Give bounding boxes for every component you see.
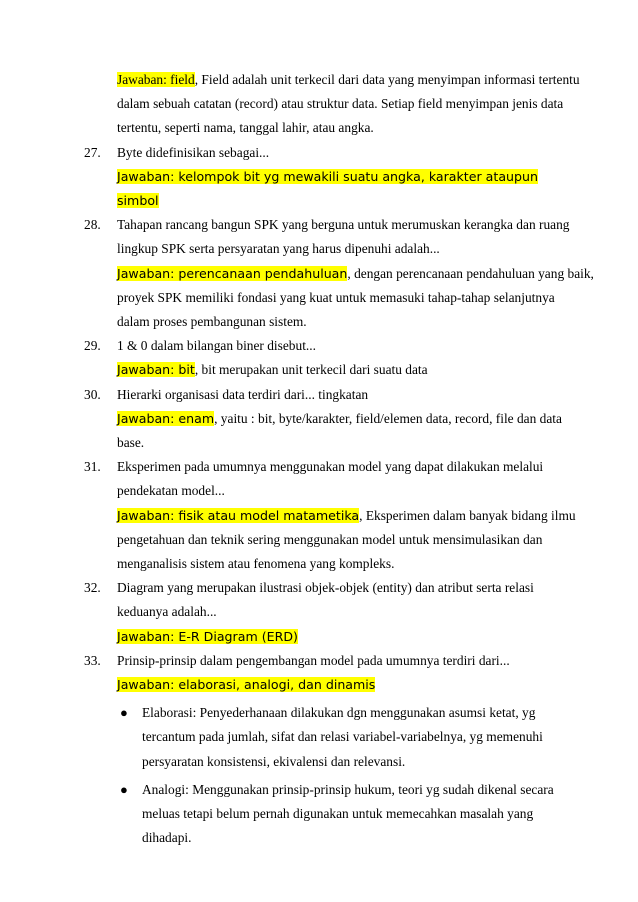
item26-line1 [84,68,584,92]
item30-question-text: Hierarki organisasi data terdiri dari... tingkatan [117,386,369,402]
item28-question-text: Tahapan rancang bangun SPK yang berguna untuk merumuskan kerangka dan ruang [117,217,570,233]
item27-answer-line2 [84,189,584,213]
item31-answer-line [84,504,584,528]
item28-line4: proyek SPK memiliki fondasi yang kuat untuk memasuki tahap-tahap selanjutnya [117,289,555,305]
item28-question [84,213,584,237]
item33-question [84,649,584,673]
item29-answer-text: , bit merupakan unit terkecil dari suatu data [194,362,428,378]
item31-number: 31. [84,459,101,475]
item29-answer-line [84,358,584,382]
item28-answer-highlight: Jawaban: perencanaan pendahuluan [117,265,348,281]
item28-question-line2: lingkup SPK serta persyaratan yang harus dipenuhi adalah... [117,241,440,257]
item28-number: 28. [84,217,101,233]
item31-question-line2: pendekatan model... [117,483,225,499]
item30-question [84,383,584,407]
item26-line2: dalam sebuah catatan (record) atau struktur data. Setiap field menyimpan jenis data [117,96,564,112]
bullet-elaborasi [84,701,584,725]
item32-question [84,576,584,600]
item32-question-text: Diagram yang merupakan ilustrasi objek-objek (entity) dan atribut serta relasi [117,580,534,596]
item30-answer-line [84,407,584,431]
bullet-dot-icon: ● [120,781,128,797]
document-content [84,68,594,851]
bullet-dot-icon: ● [120,705,128,721]
item31-question-text: Eksperimen pada umumnya menggunakan model yang dapat dilakukan melalui [117,459,544,475]
item28-answer-line [84,262,594,286]
bullet-analogi-line3: dihadapi. [142,830,192,846]
item28-answer-text: , dengan perencanaan pendahuluan yang baik, [347,265,594,281]
item29-answer-highlight: Jawaban: bit [117,362,195,378]
item26-line3: tertentu, seperti nama, tanggal lahir, atau angka. [117,120,374,136]
item27-question [84,141,584,165]
item30-line3: base. [117,435,145,451]
item30-number: 30. [84,386,101,402]
item27-answer-line1 [84,165,584,189]
bullet-analogi-line1: Analogi: Menggunakan prinsip-prinsip hukum, teori yg sudah dikenal secara [142,781,554,797]
bullet-analogi [84,778,584,802]
item29-question [84,334,584,358]
item31-question [84,455,584,479]
item33-question-text: Prinsip-prinsip dalam pengembangan model pada umumnya terdiri dari... [117,652,510,668]
item31-answer-text: , Eksperimen dalam banyak bidang ilmu [359,507,576,523]
item27-number: 27. [84,144,101,160]
bullet-analogi-line2: meluas tetapi belum pernah digunakan untuk memecahkan masalah yang [142,806,534,822]
bullet-elaborasi-line2: tercantum pada jumlah, sifat dan relasi variabel-variabelnya, yg memenuhi [142,729,543,745]
item30-answer-highlight: Jawaban: enam [117,410,215,426]
item32-question-line2: keduanya adalah... [117,604,217,620]
item27-answer-highlight: Jawaban: kelompok bit yg mewakili suatu angka, karakter ataupun [117,168,538,184]
item27-answer-highlight-2: simbol [117,193,159,209]
item31-line5: menganalisis sistem atau fenomena yang kompleks. [117,556,395,572]
bullet-elaborasi-line3: persyaratan konsistensi, ekivalensi dan relevansi. [142,753,406,769]
item30-answer-text: , yaitu : bit, byte/karakter, field/elemen data, record, file dan data [214,410,562,426]
bullet-elaborasi-line1: Elaborasi: Penyederhanaan dilakukan dgn menggunakan asumsi ketat, yg [142,705,536,721]
item33-number: 33. [84,652,101,668]
item26-answer-highlight: Jawaban: field [117,72,195,87]
item28-line5: dalam proses pembangunan sistem. [117,314,307,330]
item32-answer-line [84,625,584,649]
item33-answer-line [84,673,584,697]
item32-answer-highlight: Jawaban: E-R Diagram (ERD) [117,628,298,644]
item32-number: 32. [84,580,101,596]
item29-number: 29. [84,338,101,354]
item33-answer-highlight: Jawaban: elaborasi, analogi, dan dinamis [117,677,376,693]
item27-question-text: Byte didefinisikan sebagai... [117,144,270,160]
item31-answer-highlight: Jawaban: fisik atau model matametika [117,507,360,523]
item29-question-text: 1 & 0 dalam bilangan biner disebut... [117,338,316,354]
item26-answer-text: , Field adalah unit terkecil dari data yang menyimpan informasi tertentu [194,72,580,87]
item31-line4: pengetahuan dan teknik sering menggunakan model untuk mensimulasikan dan [117,531,543,547]
